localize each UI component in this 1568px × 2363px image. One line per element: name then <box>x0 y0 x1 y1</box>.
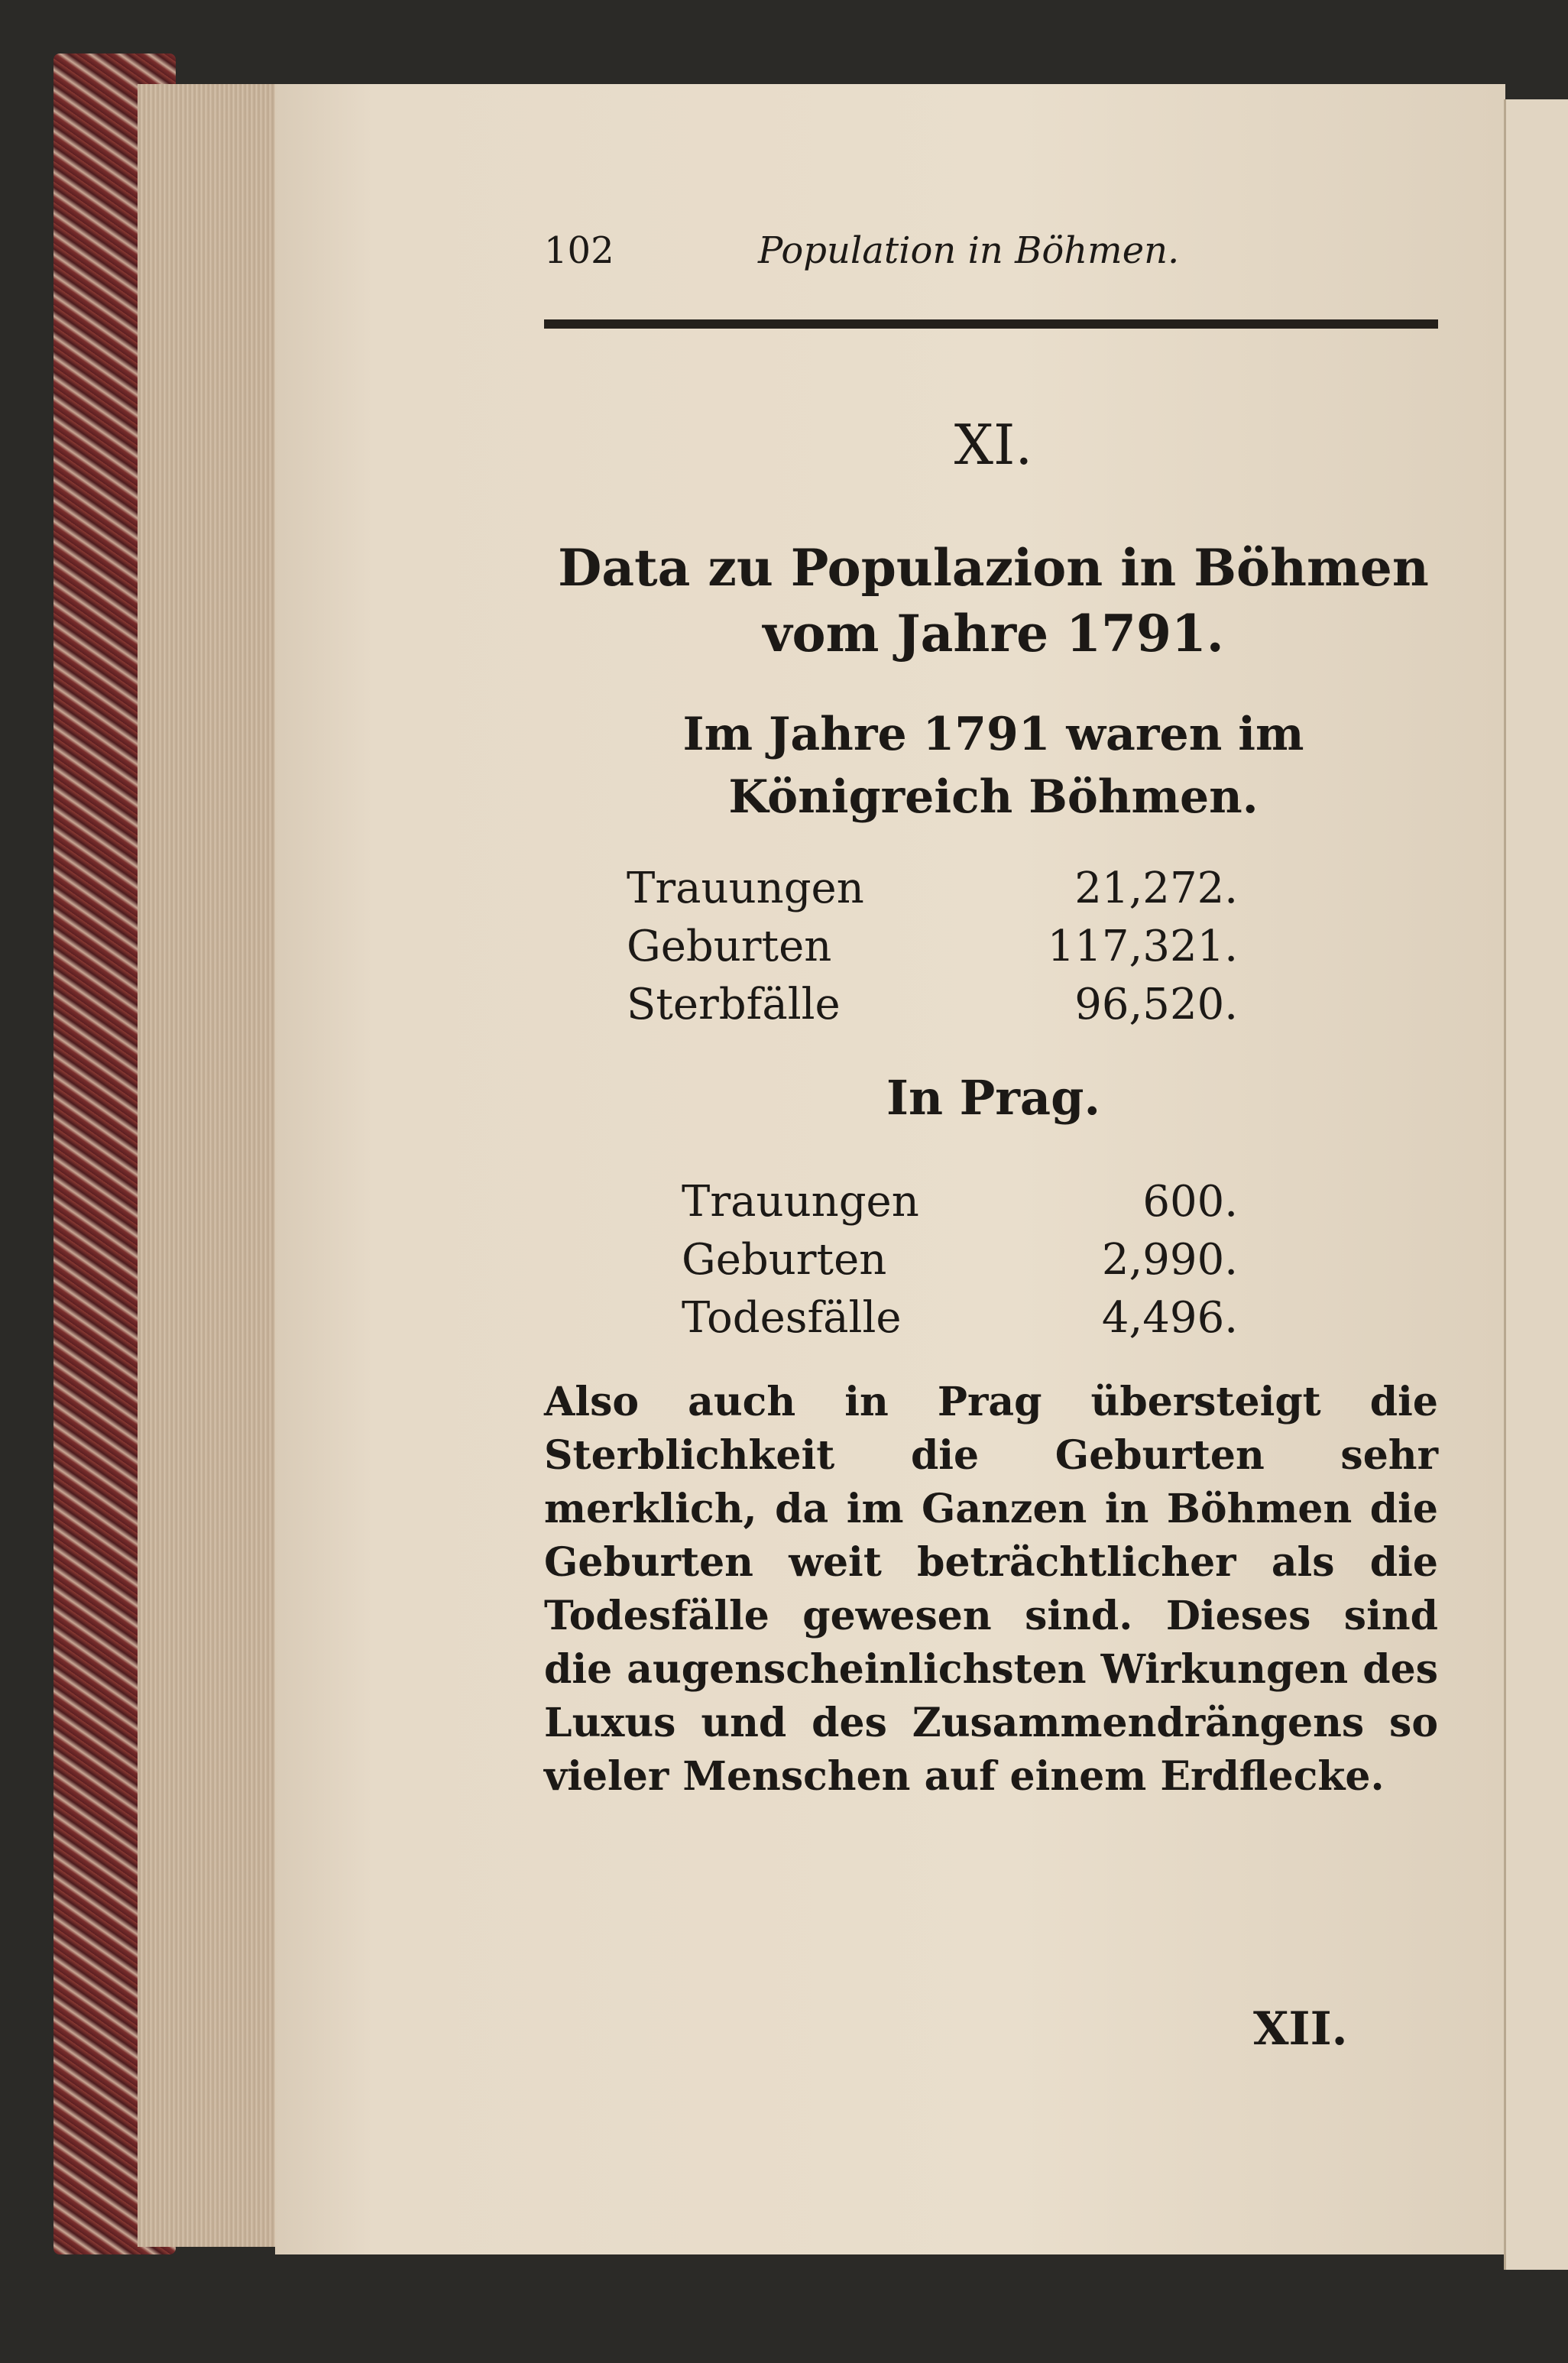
prague-heading: In Prag. <box>886 1070 1101 1126</box>
table-row <box>627 864 1238 917</box>
row-label: Sterbfälle <box>627 980 841 1029</box>
chapter-title: Data zu Populazion in Böhmen vom Jahre 1791. <box>558 538 1429 663</box>
facing-page-edge <box>1504 99 1568 2270</box>
row-value: 2,990. <box>1101 1235 1238 1285</box>
header-rule <box>544 319 1438 329</box>
row-value: 117,321. <box>1047 922 1238 971</box>
kingdom-table <box>627 864 1238 1039</box>
table-row <box>682 1177 1238 1230</box>
row-value: 96,520. <box>1074 980 1238 1029</box>
table-row <box>682 1293 1238 1347</box>
table-row <box>627 980 1238 1033</box>
body-paragraph: Also auch in Prag übersteigt die Sterblichkeit die Geburten sehr merklich, da im Ganzen in Böhmen die Geburten weit beträchtlicher als die Todesfälle gewesen sind. Dieses sind die augenscheinlichsten Wirkungen des Luxus und des Zusammendrängens so vieler Menschen auf einem Erdflecke. <box>544 1379 1438 1800</box>
row-label: Trauungen <box>682 1177 919 1227</box>
running-title: Population in Böhmen. <box>758 229 1180 272</box>
chapter-number: XI. <box>954 413 1033 477</box>
prague-table <box>682 1177 1238 1353</box>
page-edges <box>138 84 290 2247</box>
row-value: 21,272. <box>1074 864 1238 913</box>
row-label: Todesfälle <box>682 1293 902 1343</box>
page-number: 102 <box>544 229 614 272</box>
section-subtitle: Im Jahre 1791 waren im Königreich Böhmen. <box>682 708 1304 824</box>
page-header <box>544 229 1438 290</box>
row-label: Geburten <box>627 922 832 971</box>
row-label: Trauungen <box>627 864 864 913</box>
table-row <box>627 922 1238 975</box>
row-value: 600. <box>1142 1177 1238 1227</box>
row-label: Geburten <box>682 1235 887 1285</box>
row-value: 4,496. <box>1101 1293 1238 1343</box>
catchword: XII. <box>1253 2002 1348 2056</box>
table-row <box>682 1235 1238 1288</box>
book-page <box>275 84 1505 2254</box>
